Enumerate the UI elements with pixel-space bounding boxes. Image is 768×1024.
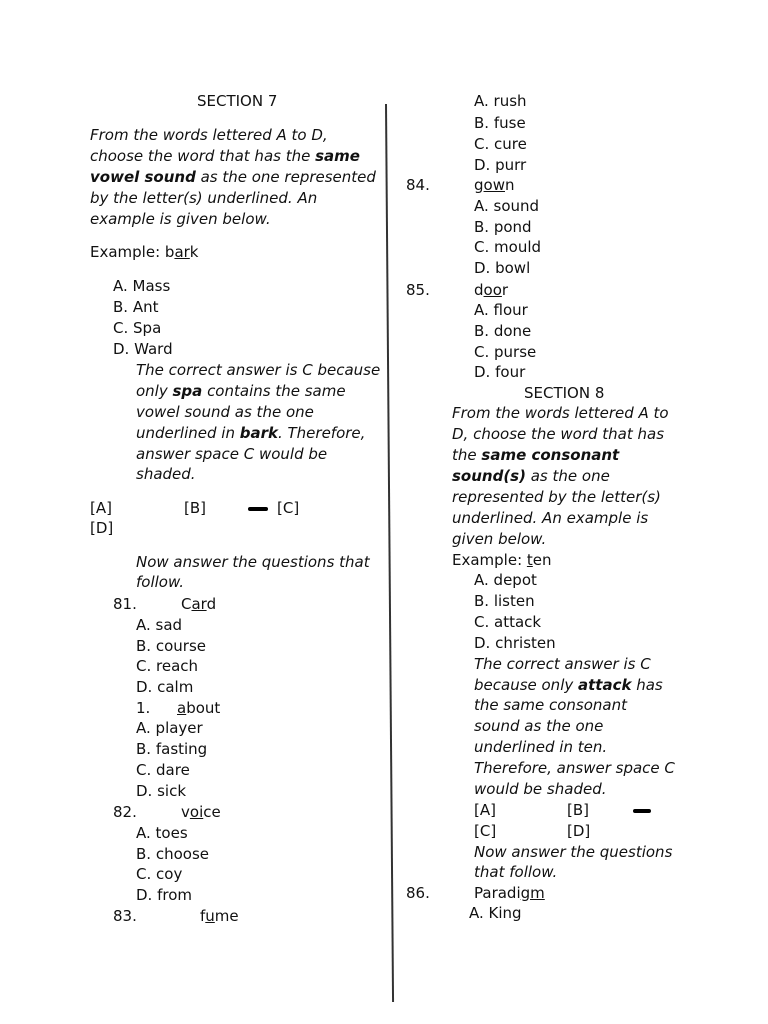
question-option: B. done: [474, 322, 532, 340]
question-option: D. purr: [474, 156, 527, 174]
example-explanation-line: The correct answer is C: [474, 655, 651, 673]
section8-instruction-line: From the words lettered A to: [452, 404, 669, 422]
now-answer-line: Now answer the questions that: [136, 553, 370, 571]
question-option: B. fuse: [474, 114, 526, 132]
question-option: B. fasting: [136, 740, 208, 758]
example-explanation-line: Therefore, answer space C: [474, 759, 675, 777]
section8-instruction-line: sound(s) as the one: [452, 467, 610, 485]
example-explanation-line: only spa contains the same: [136, 382, 346, 400]
example-option-b: B. listen: [474, 592, 535, 610]
answer-space-a: [A]: [474, 801, 496, 819]
question-word: Paradigm: [474, 884, 545, 902]
question-option: B. course: [136, 637, 206, 655]
question-option: C. mould: [474, 238, 542, 256]
answer-space-c: [C]: [474, 822, 497, 840]
example-option-a: A. Mass: [113, 277, 171, 295]
example-option-d: D. Ward: [113, 340, 173, 358]
question-option: A. rush: [474, 92, 527, 110]
answer-space-d: [D]: [90, 519, 114, 537]
section8-instruction-line: underlined. An example is: [452, 509, 649, 527]
question-option: A. sound: [474, 197, 540, 215]
section7-instruction-line: vowel sound as the one represented: [90, 168, 376, 186]
now-answer-line: Now answer the questions: [474, 843, 673, 861]
example-explanation-line: vowel sound as the one: [136, 403, 314, 421]
question-option: C. coy: [136, 865, 183, 883]
example-option-a: A. depot: [474, 571, 537, 589]
now-answer-line: that follow.: [474, 863, 558, 881]
section7-instruction-line: example is given below.: [90, 210, 271, 228]
question-option: D. calm: [136, 678, 194, 696]
example-explanation-line: sound as the one: [474, 717, 604, 735]
example-explanation-line: underlined in bark. Therefore,: [136, 424, 366, 442]
question-option: A. toes: [136, 824, 188, 842]
section7-instruction-line: From the words lettered A to D,: [90, 126, 328, 144]
example-explanation-line: would be shaded.: [474, 780, 607, 798]
question-word: fume: [200, 907, 239, 925]
example-option-c: C. attack: [474, 613, 542, 631]
example-explanation-line: the same consonant: [474, 696, 628, 714]
answer-space-b: [B]: [567, 801, 589, 819]
question-option: C. dare: [136, 761, 190, 779]
question-option: C. purse: [474, 343, 537, 361]
question-option: B. pond: [474, 218, 532, 236]
section7-instruction-line: choose the word that has the same: [90, 147, 360, 165]
question-word: voice: [181, 803, 221, 821]
section8-instruction-line: represented by the letter(s): [452, 488, 661, 506]
question-number: 1.: [136, 699, 151, 717]
question-word: door: [474, 281, 509, 299]
question-number: 81.: [113, 595, 137, 613]
section7-instruction-line: by the letter(s) underlined. An: [90, 189, 318, 207]
example-explanation-line: answer space C would be: [136, 445, 328, 463]
example-explanation-line: The correct answer is C because: [136, 361, 381, 379]
question-option: A. sad: [136, 616, 183, 634]
question-option: D. sick: [136, 782, 187, 800]
question-word: Card: [181, 595, 217, 613]
question-option: A. flour: [474, 301, 528, 319]
section7-title: SECTION 7: [197, 92, 278, 110]
question-number: 85.: [406, 281, 430, 299]
now-answer-line: follow.: [136, 573, 185, 591]
question-option: C. reach: [136, 657, 199, 675]
column-divider: [385, 104, 394, 1002]
section7-example: Example: bark: [90, 243, 199, 261]
section8-example: Example: ten: [452, 551, 552, 569]
answer-space-c: [C]: [277, 499, 300, 517]
shaded-answer-mark: [248, 507, 268, 511]
question-option: D. from: [136, 886, 193, 904]
answer-space-b: [B]: [184, 499, 206, 517]
question-word: gown: [474, 176, 515, 194]
answer-space-a: [A]: [90, 499, 112, 517]
answer-space-d: [D]: [567, 822, 591, 840]
example-option-d: D. christen: [474, 634, 556, 652]
question-option: D. four: [474, 363, 526, 381]
question-option: D. bowl: [474, 259, 531, 277]
section8-instruction-line: the same consonant: [452, 446, 620, 464]
example-option-b: B. Ant: [113, 298, 159, 316]
question-option: B. choose: [136, 845, 209, 863]
example-explanation-line: shaded.: [136, 465, 196, 483]
example-explanation-line: underlined in ten.: [474, 738, 608, 756]
question-number: 83.: [113, 907, 137, 925]
question-option: A. King: [469, 904, 522, 922]
question-option: A. player: [136, 719, 203, 737]
shaded-answer-mark: [633, 809, 651, 813]
question-word: about: [177, 699, 221, 717]
question-option: C. cure: [474, 135, 527, 153]
example-explanation-line: because only attack has: [474, 676, 663, 694]
section8-instruction-line: given below.: [452, 530, 547, 548]
question-number: 84.: [406, 176, 430, 194]
section8-title: SECTION 8: [524, 384, 605, 402]
section8-instruction-line: D, choose the word that has: [452, 425, 665, 443]
question-number: 86.: [406, 884, 430, 902]
question-number: 82.: [113, 803, 137, 821]
example-option-c: C. Spa: [113, 319, 162, 337]
